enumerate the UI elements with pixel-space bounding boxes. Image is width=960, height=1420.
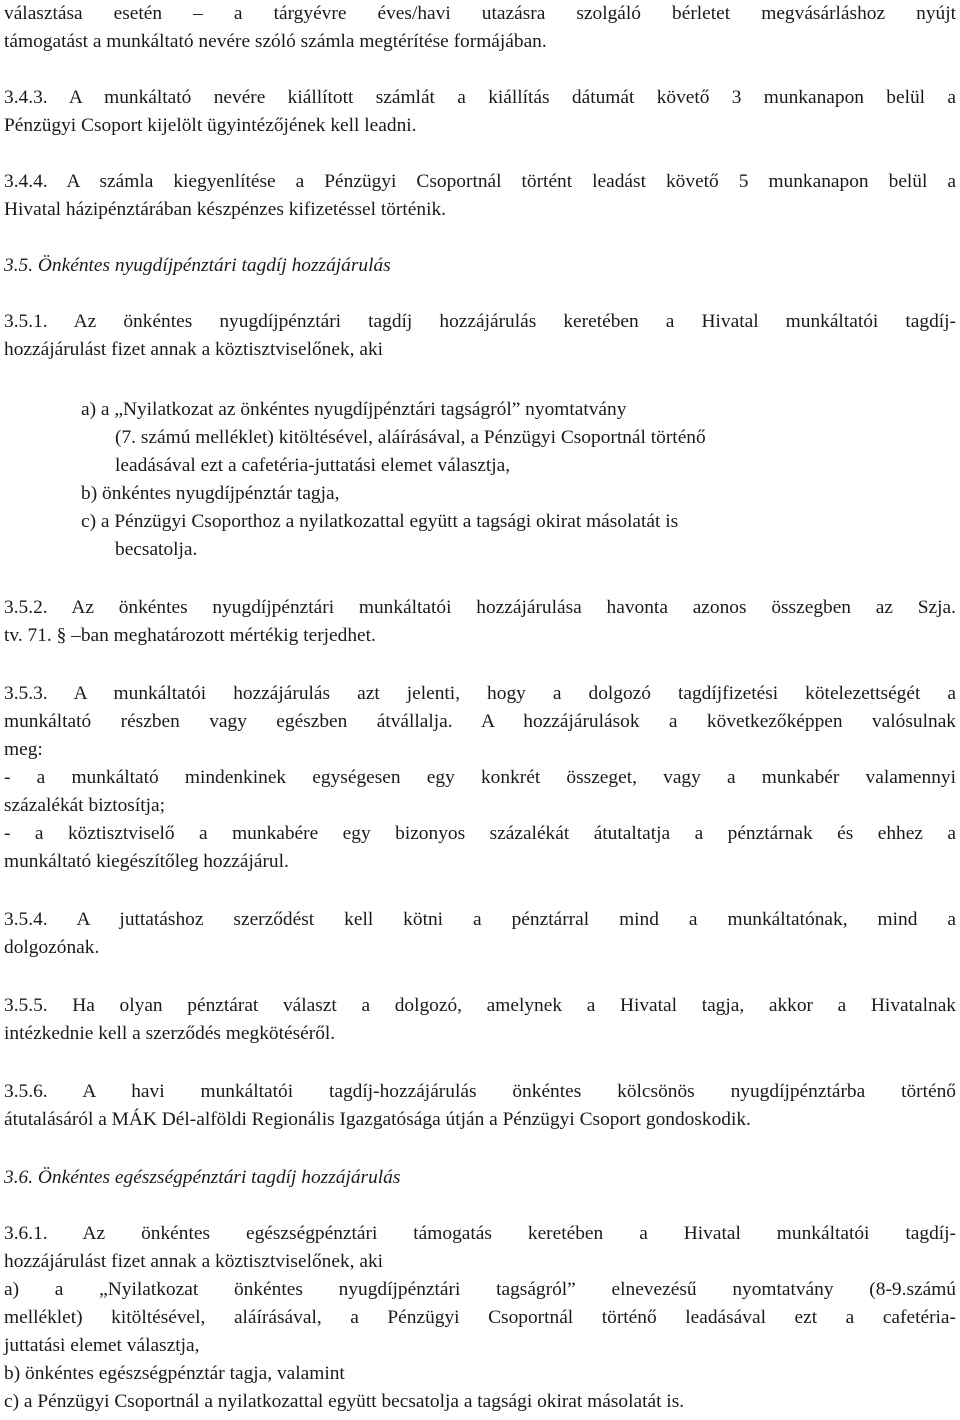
list-item-b [81, 480, 960, 508]
text-line: 3.4.4. A számla kiegyenlítése a Pénzügyi Csoportnál történt leadást követő 5 munkanapon belül a [4, 171, 956, 192]
text-line: százalékát biztosítja; [4, 795, 165, 816]
text-line: 3.4.3. A munkáltató nevére kiállított számlát a kiállítás dátumát követő 3 munkanapon belül a [4, 87, 956, 108]
text-line: c) a Pénzügyi Csoportnál a nyilatkozattal együtt becsatolja a tagsági okirat másolatát is. [4, 1391, 685, 1412]
text-line: - a köztisztviselő a munkabére egy bizonyos százalékát átutaltatja a pénztárnak és ehhez a [4, 823, 956, 844]
text-line: b) önkéntes nyugdíjpénztár tagja, [81, 483, 340, 504]
text-line: (7. számú melléklet) kitöltésével, aláírásával, a Pénzügyi Csoportnál történő [115, 427, 706, 448]
text-line: intézkednie kell a szerződés megkötéséről. [4, 1023, 336, 1044]
text-line: munkáltató részben vagy egészben átvállalja. A hozzájárulások a következőképpen valósulnak [4, 711, 956, 732]
text-line: munkáltató kiegészítőleg hozzájárul. [4, 851, 289, 872]
text-line: meg: [4, 739, 43, 760]
list-item-c-continuation [115, 536, 845, 564]
text-line: támogatást a munkáltató nevére szóló számla megtérítése formájában. [4, 31, 547, 52]
text-line: c) a Pénzügyi Csoporthoz a nyilatkozattal együtt a tagsági okirat másolatát is [81, 511, 679, 532]
paragraph-intro [4, 0, 956, 56]
paragraph-3-5-6 [4, 1078, 956, 1134]
text-line: 3.5.2. Az önkéntes nyugdíjpénztári munkáltatói hozzájárulása havonta azonos összegben az Szja. [4, 597, 956, 618]
text-line: hozzájárulást fizet annak a köztisztviselőnek, aki [4, 1251, 384, 1272]
text-line: 3.5.5. Ha olyan pénztárat választ a dolgozó, amelynek a Hivatal tagja, akkor a Hivatalnak [4, 995, 956, 1016]
text-line: hozzájárulást fizet annak a köztisztviselőnek, aki [4, 339, 384, 360]
text-line: a) a „Nyilatkozat önkéntes nyugdíjpénztári tagságról” elnevezésű nyomtatvány (8-9.számú [4, 1279, 956, 1300]
text-line: juttatási elemet választja, [4, 1335, 200, 1356]
list-item-a-continuation [115, 424, 845, 480]
paragraph-3-5-2 [4, 594, 956, 650]
paragraph-3-4-4 [4, 168, 956, 224]
text-line: tv. 71. § –ban meghatározott mértékig terjedhet. [4, 625, 376, 646]
paragraph-3-4-3 [4, 84, 956, 140]
text-line: 3.5.3. A munkáltatói hozzájárulás azt jelenti, hogy a dolgozó tagdíjfizetési kötelezettségét a [4, 683, 956, 704]
paragraph-3-5-3 [4, 680, 956, 876]
text-line: melléklet) kitöltésével, aláírásával, a Pénzügyi Csoportnál történő leadásával ezt a cafetéria- [4, 1307, 956, 1328]
text-line: átutalásáról a MÁK Dél-alföldi Regionális Igazgatósága útján a Pénzügyi Csoport gondoskodik. [4, 1109, 751, 1130]
text-line: dolgozónak. [4, 937, 100, 958]
list-item-c [81, 508, 960, 536]
text-line: 3.5.1. Az önkéntes nyugdíjpénztári tagdíj hozzájárulás keretében a Hivatal munkáltatói tagdíj- [4, 311, 956, 332]
list-item-a [81, 396, 781, 424]
section-heading-3-5 [4, 252, 956, 280]
text-line: - a munkáltató mindenkinek egységesen egy konkrét összeget, vagy a munkabér valamennyi [4, 767, 956, 788]
section-heading-3-6 [4, 1164, 956, 1192]
section-heading: 3.5. Önkéntes nyugdíjpénztári tagdíj hozzájárulás [4, 255, 391, 276]
paragraph-3-6-1 [4, 1220, 956, 1416]
text-line: leadásával ezt a cafetéria-juttatási elemet választja, [115, 455, 511, 476]
text-line: b) önkéntes egészségpénztár tagja, valamint [4, 1363, 345, 1384]
text-line: Pénzügyi Csoport kijelölt ügyintézőjének kell leadni. [4, 115, 417, 136]
text-line: a) a „Nyilatkozat az önkéntes nyugdíjpénztári tagságról” nyomtatvány [81, 399, 627, 420]
text-line: választása esetén – a tárgyévre éves/havi utazásra szolgáló bérletet megvásárláshoz nyújt [4, 3, 956, 24]
text-line: Hivatal házipénztárában készpénzes kifizetéssel történik. [4, 199, 447, 220]
paragraph-3-5-1 [4, 308, 956, 364]
text-line: 3.5.4. A juttatáshoz szerződést kell kötni a pénztárral mind a munkáltatónak, mind a [4, 909, 956, 930]
section-heading: 3.6. Önkéntes egészségpénztári tagdíj hozzájárulás [4, 1167, 401, 1188]
text-line: 3.5.6. A havi munkáltatói tagdíj-hozzájárulás önkéntes kölcsönös nyugdíjpénztárba történő [4, 1081, 956, 1102]
paragraph-3-5-4 [4, 906, 956, 962]
text-line: 3.6.1. Az önkéntes egészségpénztári támogatás keretében a Hivatal munkáltatói tagdíj- [4, 1223, 956, 1244]
paragraph-3-5-5 [4, 992, 956, 1048]
text-line: becsatolja. [115, 539, 198, 560]
